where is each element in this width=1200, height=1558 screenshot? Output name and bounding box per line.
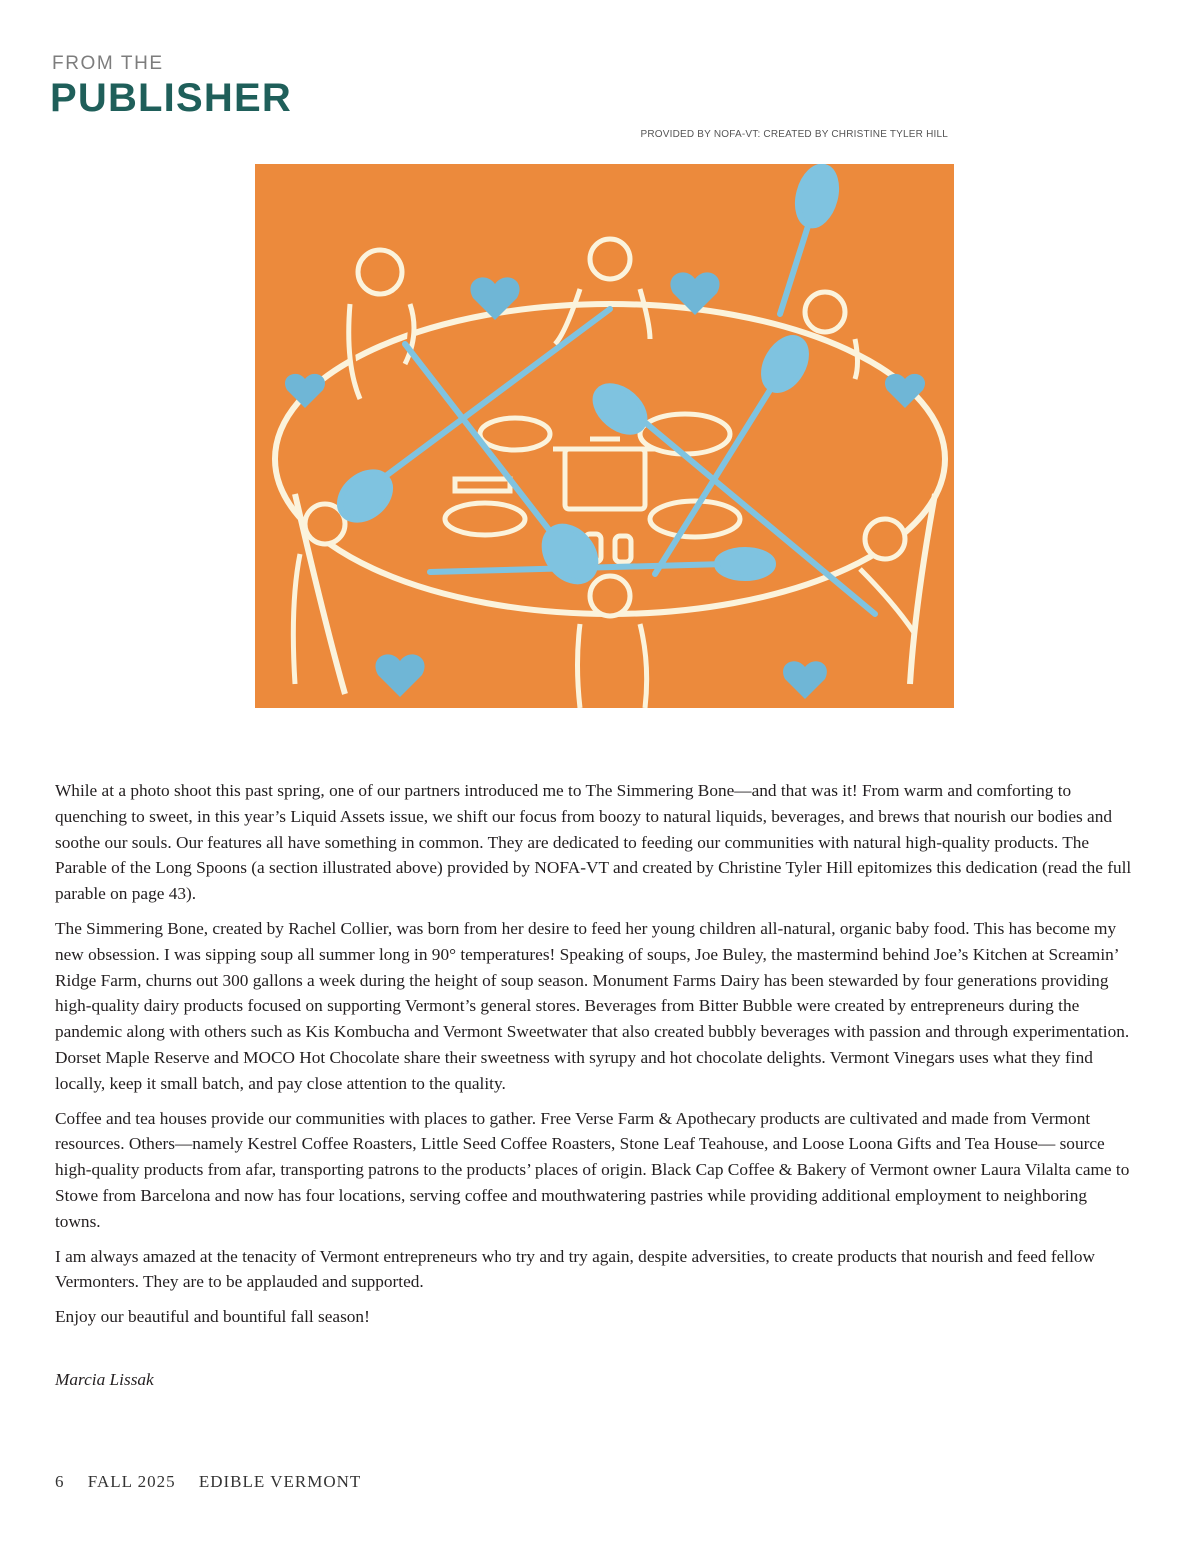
person-top-left-head bbox=[358, 250, 402, 294]
issue-label: FALL 2025 bbox=[87, 1472, 176, 1491]
article-paragraph: I am always amazed at the tenacity of Vermont entrepreneurs who try and try again, despite adversities, to create products that nourish and feed fellow Vermonters. They are to be applauded and supported. bbox=[55, 1246, 1096, 1292]
bread-loaf bbox=[480, 418, 550, 450]
section-kicker: FROM THE bbox=[52, 53, 164, 74]
pepper-shaker bbox=[615, 536, 631, 562]
article-paragraph: The Simmering Bone, created by Rachel Collier, was born from her desire to feed her young children all-natural, organic baby food. This has become my new obsession. I was sipping soup all summer long in 90° temperatures! Speaking of soups, Joe Buley, the mastermind behind Joe’s Kitchen at Screamin’ Ridge Farm, churns out 300 gallons a week during the height of soup season. Monument Farms Dairy has been stewarded by four generations providing high-quality dairy products focused on supporting Vermont’s general stores. Beverages from Bitter Bubble were created by entrepreneurs during the pandemic along with others such as Kis Kombucha and Vermont Sweetwater that also created bubbly beverages with passion and through experimentation. Dorset Maple Reserve and MOCO Hot Chocolate share their sweetness with syrupy and hot chocolate delights. Vermont Vinegars uses what they find locally, keep it small batch, and pay close attention to the quality. bbox=[55, 918, 1130, 1093]
page-number: 6 bbox=[55, 1472, 65, 1491]
salad-bowl bbox=[640, 414, 730, 454]
parable-of-the-long-spoons-illustration bbox=[255, 164, 954, 708]
page-title: PUBLISHER bbox=[50, 76, 292, 120]
person-top-center-head bbox=[590, 239, 630, 279]
person-right-head bbox=[865, 519, 905, 559]
butter-dish bbox=[455, 479, 510, 491]
soup-pot bbox=[565, 449, 645, 509]
article-paragraph: Coffee and tea houses provide our communities with places to gather. Free Verse Farm & Apothecary products are cultivated and made from Vermont resources. Others—namely Kestrel Coffee Roasters, Little Seed Coffee Roasters, Stone Leaf Teahouse, and Loose Loona Gifts and Tea House— source high-quality products from afar, transporting patrons to the products’ places of origin. Black Cap Coffee & Bakery of Vermont owner Laura Vilalta came to Stowe from Barcelona and now has four locations, serving coffee and mouthwatering pastries while providing additional employment to neighboring towns. bbox=[55, 1108, 1130, 1231]
person-bottom-head bbox=[590, 576, 630, 616]
potato-bowl bbox=[445, 503, 525, 535]
publication-name: EDIBLE VERMONT bbox=[198, 1472, 362, 1491]
person-top-right-head bbox=[805, 292, 845, 332]
article-paragraph: Enjoy our beautiful and bountiful fall season! bbox=[55, 1307, 370, 1327]
article-paragraph: While at a photo shoot this past spring, one of our partners introduced me to The Simmering Bone—and that was it! From warm and comforting to quenching to sweet, in this year’s Liquid Assets issue, we shift our focus from boozy to natural liquids, beverages, and brews that nourish our bodies and soothe our souls. Our features all have something in common. They are dedicated to feeding our communities with natural high-quality products. The Parable of the Long Spoons (a section illustrated above) provided by NOFA-VT and created by Christine Tyler Hill epitomizes this dedication (read the full parable on page 43). bbox=[55, 781, 1132, 904]
article-body bbox=[55, 778, 1135, 1402]
page-footer bbox=[55, 1472, 379, 1492]
spoon-bowl bbox=[717, 550, 773, 578]
image-credit: PROVIDED BY NOFA-VT: CREATED BY CHRISTINE TYLER HILL bbox=[640, 129, 948, 140]
author-signature: Marcia Lissak bbox=[55, 1369, 154, 1389]
